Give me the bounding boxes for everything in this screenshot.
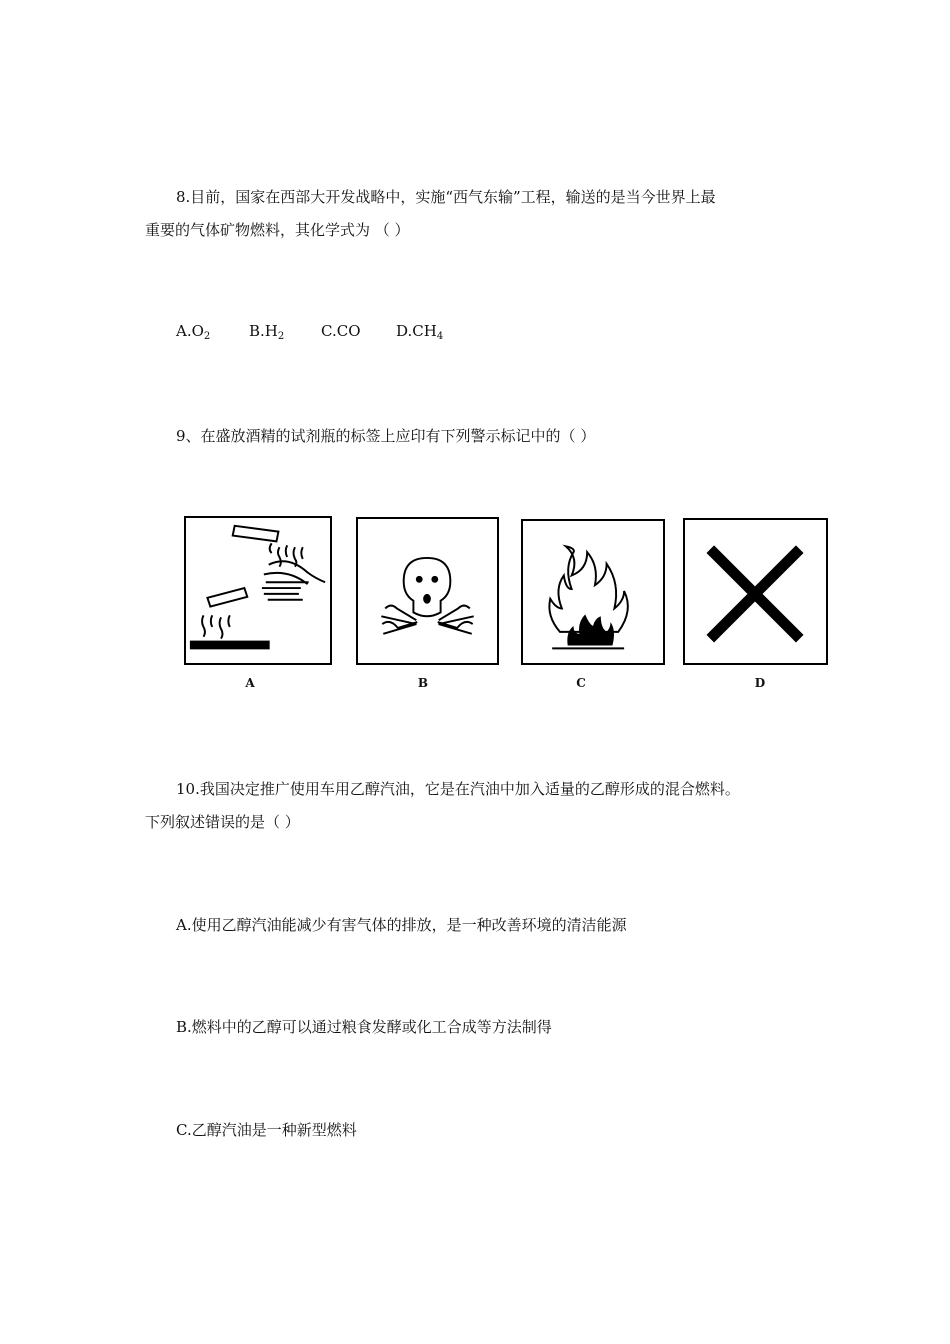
q10-line-1: 10.我国决定推广使用车用乙醇汽油，它是在汽油中加入适量的乙醇形成的混合燃料。	[176, 780, 740, 798]
q10-line-2: 下列叙述错误的是（ ）	[145, 813, 300, 831]
q10-option-a: A.使用乙醇汽油能减少有害气体的排放，是一种改善环境的清洁能源	[176, 916, 627, 934]
toxic-skull-icon	[356, 517, 499, 665]
symbol-label-a: A	[245, 676, 255, 690]
q8-line-1: 8.目前，国家在西部大开发战略中，实施“西气东输”工程，输送的是当今世界上最	[176, 188, 716, 206]
symbol-label-b: B	[417, 676, 429, 690]
symbol-label-c: C	[576, 676, 586, 690]
q8-option-b: $B.H_2$	[249, 322, 285, 342]
flammable-flame-icon	[521, 519, 665, 665]
symbol-label-d: D	[754, 676, 766, 690]
q8-option-c: C.CO	[321, 322, 361, 340]
corrosive-icon	[184, 516, 332, 665]
harmful-x-icon	[683, 518, 828, 665]
q10-option-b: B.燃料中的乙醇可以通过粮食发酵或化工合成等方法制得	[176, 1018, 552, 1036]
q8-option-d: $D.CH_4$	[396, 322, 444, 342]
q9-question: 9、在盛放酒精的试剂瓶的标签上应印有下列警示标记中的（ ）	[176, 427, 596, 445]
q8-line-2: 重要的气体矿物燃料，其化学式为 （ ）	[145, 221, 410, 239]
q8-option-a: $A.O_2$	[176, 322, 211, 342]
q10-option-c: C.乙醇汽油是一种新型燃料	[176, 1121, 357, 1139]
